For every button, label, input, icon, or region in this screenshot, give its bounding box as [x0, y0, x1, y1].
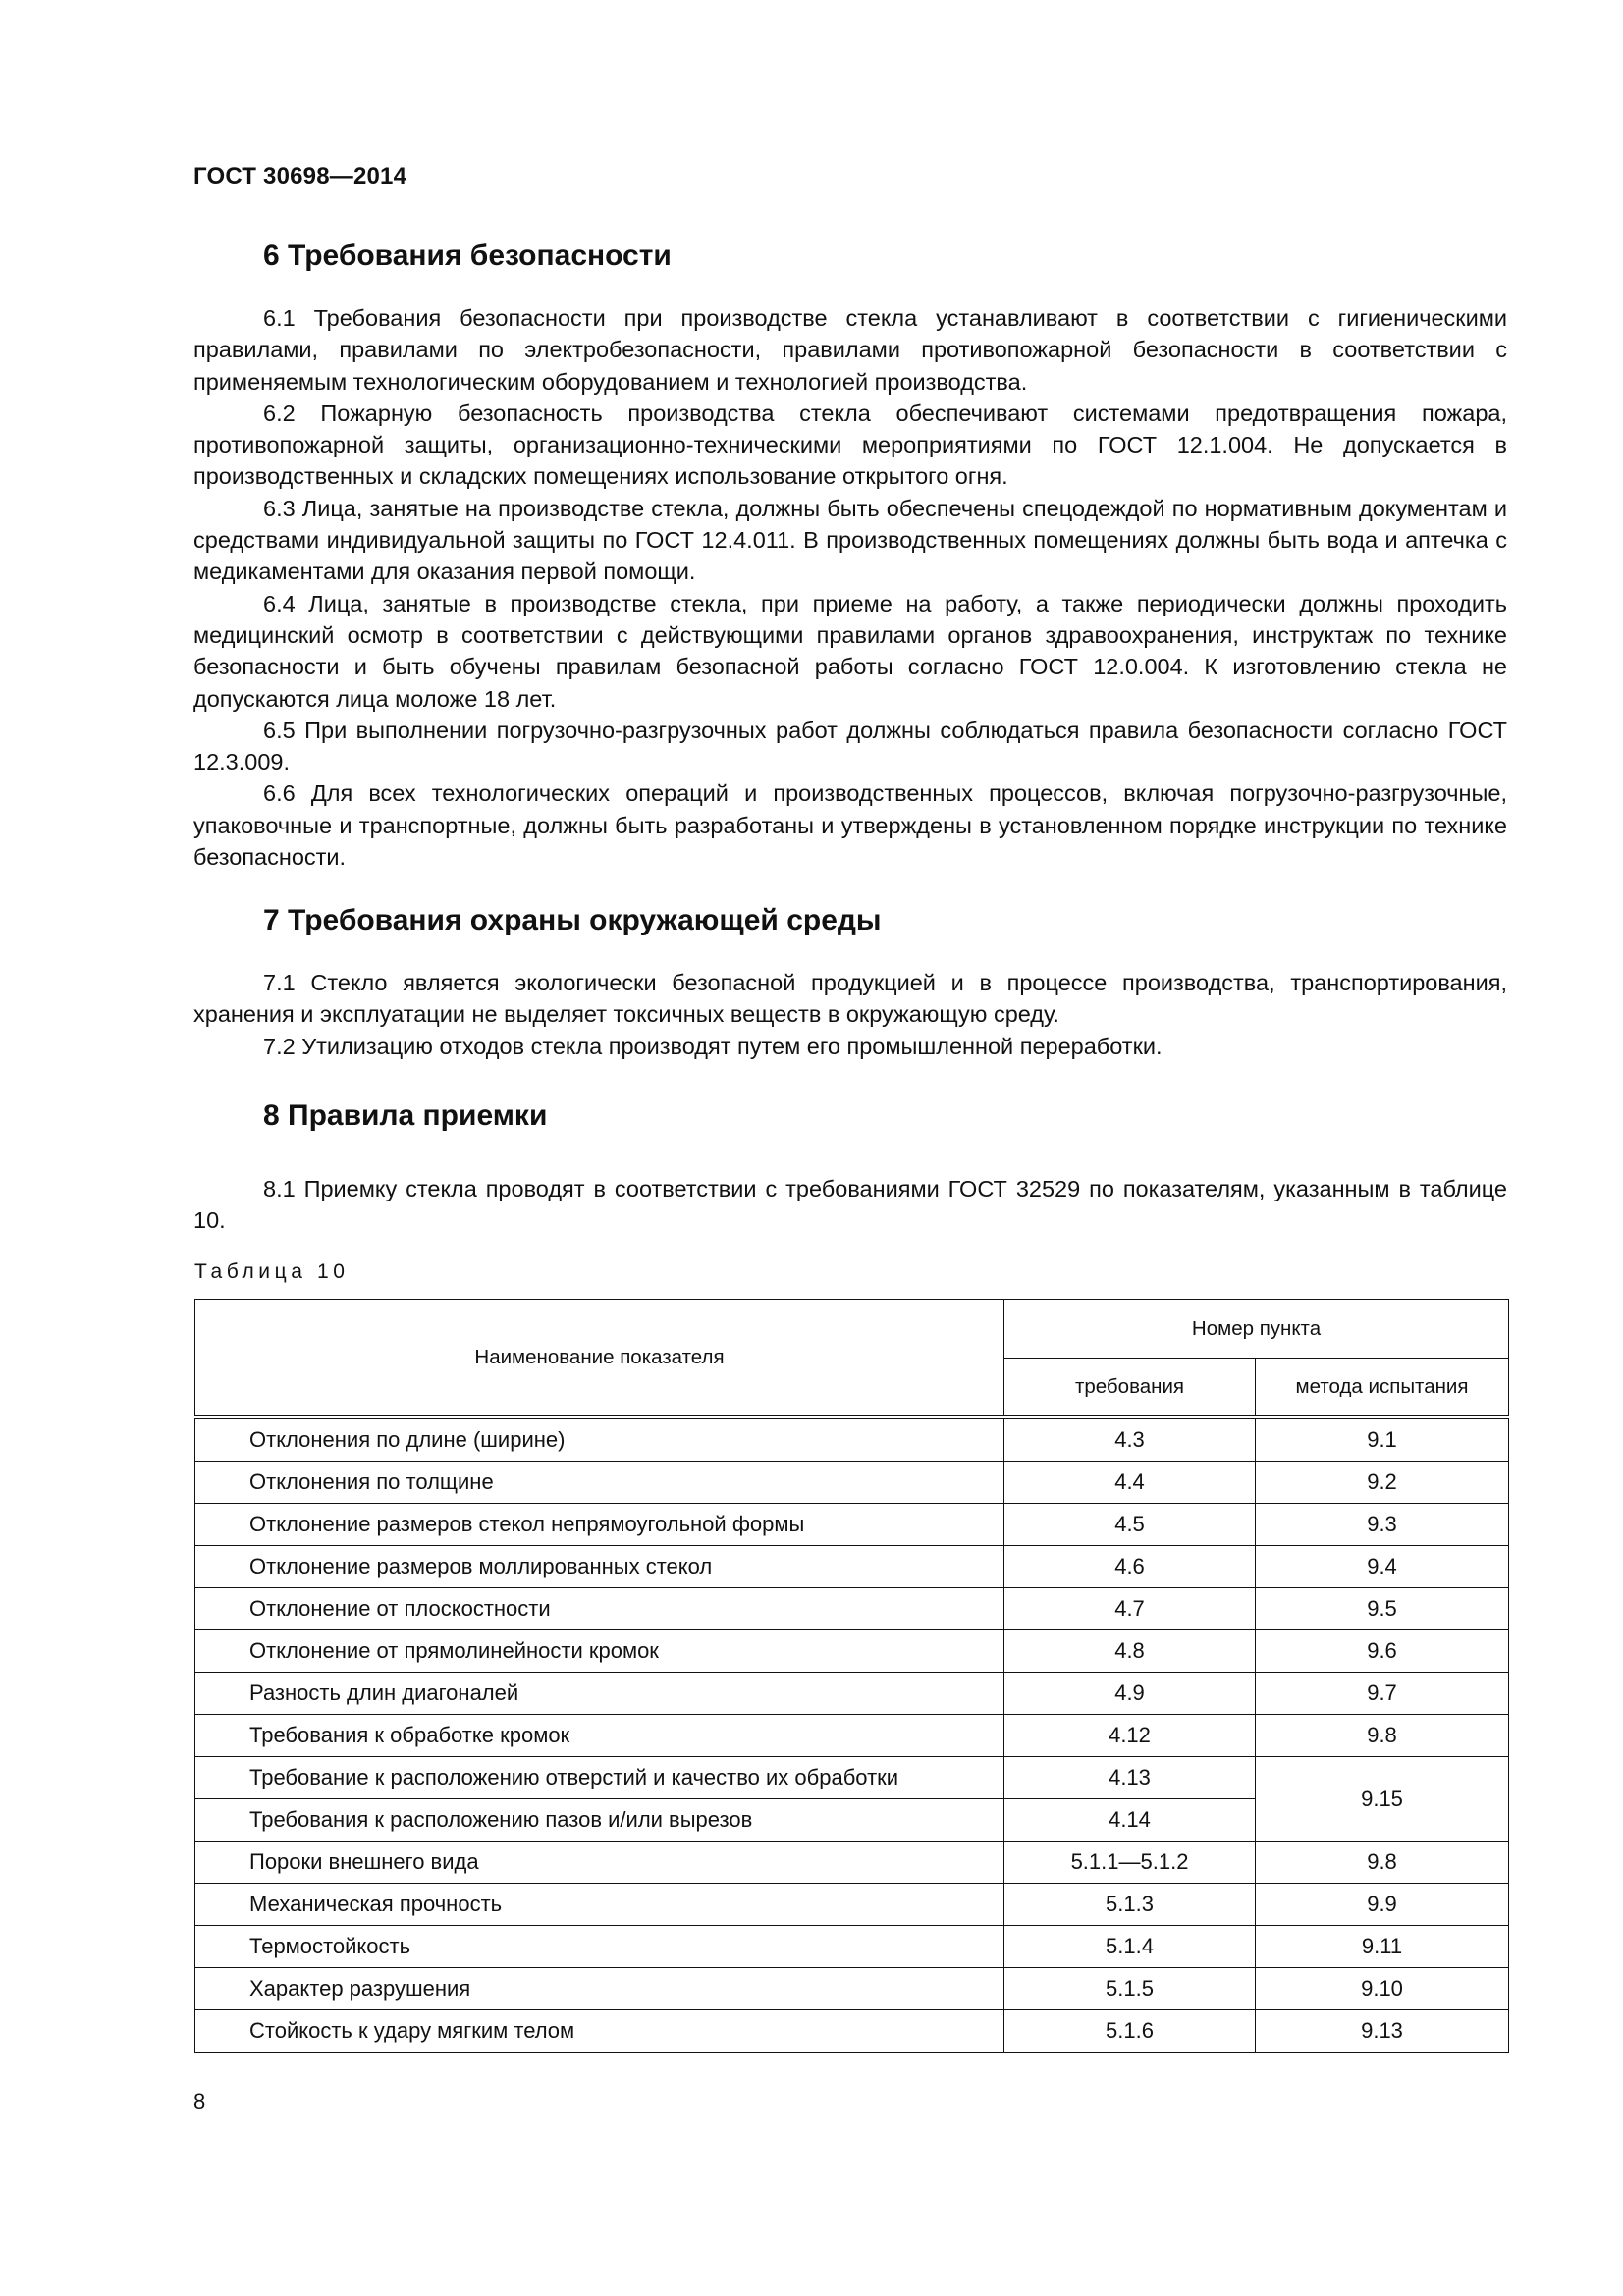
test-method-clause: 9.5	[1256, 1588, 1509, 1630]
paragraph-6-6: 6.6 Для всех технологических операций и производственных процессов, включая погрузочно-разгрузочные, упаковочные и транспортные, должны быть разработаны и утверждены в установленном порядке инструкции по технике безопасности.	[193, 780, 1507, 871]
table-row	[195, 1884, 1509, 1926]
test-method-clause: 9.9	[1256, 1884, 1509, 1926]
paragraph-6-4: 6.4 Лица, занятые в производстве стекла, при приеме на работу, а также периодически должны проходить медицинский осмотр в соответствии с действующими правилами органов здравоохранения, инструктаж по технике безопасности и быть обучены правилам безопасной работы согласно ГОСТ 12.0.004. К изготовлению стекла не допускаются лица моложе 18 лет.	[193, 590, 1507, 712]
table-caption: Таблица 10	[194, 1260, 350, 1283]
test-method-clause: 9.1	[1256, 1417, 1509, 1462]
paragraph-6-3: 6.3 Лица, занятые на производстве стекла, должны быть обеспечены спецодеждой по нормативным документам и средствами индивидуальной защиты по ГОСТ 12.4.011. В производственных помещениях должны быть вода и аптечка с медикаментами для оказания первой помощи.	[193, 495, 1507, 585]
indicator-name: Требования к обработке кромок	[195, 1715, 1004, 1757]
paragraph-6-5: 6.5 При выполнении погрузочно-разгрузочных работ должны соблюдаться правила безопасности согласно ГОСТ 12.3.009.	[193, 717, 1507, 775]
requirement-clause: 4.12	[1004, 1715, 1256, 1757]
table-row	[195, 1462, 1509, 1504]
test-method-clause: 9.8	[1256, 1715, 1509, 1757]
test-method-clause: 9.13	[1256, 2010, 1509, 2053]
table-row	[195, 1417, 1509, 1462]
table-row	[195, 1926, 1509, 1968]
test-method-clause-merged: 9.15	[1256, 1757, 1509, 1842]
paragraph-7-2: 7.2 Утилизацию отходов стекла производят путем его промышленной переработки.	[263, 1033, 1163, 1059]
indicator-name: Отклонение от прямолинейности кромок	[195, 1630, 1004, 1673]
table-row	[195, 1504, 1509, 1546]
section-8-body	[193, 1173, 1507, 1237]
requirement-clause: 4.7	[1004, 1588, 1256, 1630]
indicator-name: Пороки внешнего вида	[195, 1842, 1004, 1884]
section-6-heading: 6 Требования безопасности	[263, 240, 672, 272]
paragraph-6-1: 6.1 Требования безопасности при производстве стекла устанавливают в соответствии с гигиеническими правилами, правилами по электробезопасности, правилами противопожарной безопасности в соответствии с применяемым технологическим оборудованием и технологией производства.	[193, 305, 1507, 395]
header-requirement: требования	[1004, 1359, 1256, 1418]
section-7-heading: 7 Требования охраны окружающей среды	[263, 904, 882, 936]
requirement-clause: 4.14	[1004, 1799, 1256, 1842]
test-method-clause: 9.8	[1256, 1842, 1509, 1884]
indicator-name: Требование к расположению отверстий и качество их обработки	[195, 1757, 1004, 1799]
table-row	[195, 1588, 1509, 1630]
requirement-clause: 4.8	[1004, 1630, 1256, 1673]
requirement-clause: 4.5	[1004, 1504, 1256, 1546]
acceptance-table	[194, 1299, 1509, 2053]
paragraph-8-1: 8.1 Приемку стекла проводят в соответствии с требованиями ГОСТ 32529 по показателям, указанным в таблице 10.	[193, 1176, 1507, 1234]
requirement-clause: 5.1.4	[1004, 1926, 1256, 1968]
test-method-clause: 9.6	[1256, 1630, 1509, 1673]
requirement-clause: 4.13	[1004, 1757, 1256, 1799]
page-number: 8	[193, 2089, 206, 2113]
requirement-clause: 4.9	[1004, 1673, 1256, 1715]
requirement-clause: 5.1.6	[1004, 2010, 1256, 2053]
indicator-name: Характер разрушения	[195, 1968, 1004, 2010]
requirement-clause: 5.1.3	[1004, 1884, 1256, 1926]
table-row	[195, 1715, 1509, 1757]
indicator-name: Термостойкость	[195, 1926, 1004, 1968]
table-row	[195, 1630, 1509, 1673]
indicator-name: Отклонение размеров стекол непрямоугольной формы	[195, 1504, 1004, 1546]
table-row	[195, 1757, 1509, 1799]
indicator-name: Стойкость к удару мягким телом	[195, 2010, 1004, 2053]
table-row	[195, 1842, 1509, 1884]
indicator-name: Механическая прочность	[195, 1884, 1004, 1926]
indicator-name: Отклонения по толщине	[195, 1462, 1004, 1504]
test-method-clause: 9.11	[1256, 1926, 1509, 1968]
section-6-body	[193, 302, 1507, 873]
table-row	[195, 2010, 1509, 2053]
indicator-name: Требования к расположению пазов и/или вырезов	[195, 1799, 1004, 1842]
header-test-method: метода испытания	[1256, 1359, 1509, 1418]
test-method-clause: 9.4	[1256, 1546, 1509, 1588]
indicator-name: Отклонение от плоскостности	[195, 1588, 1004, 1630]
header-indicator-name: Наименование показателя	[195, 1300, 1004, 1418]
section-7-body	[193, 967, 1507, 1062]
header-clause-number: Номер пункта	[1004, 1300, 1509, 1359]
section-8-heading: 8 Правила приемки	[263, 1099, 548, 1132]
indicator-name: Отклонение размеров моллированных стекол	[195, 1546, 1004, 1588]
table-row	[195, 1968, 1509, 2010]
indicator-name: Разность длин диагоналей	[195, 1673, 1004, 1715]
table-row	[195, 1673, 1509, 1715]
test-method-clause: 9.7	[1256, 1673, 1509, 1715]
test-method-clause: 9.2	[1256, 1462, 1509, 1504]
paragraph-6-2: 6.2 Пожарную безопасность производства стекла обеспечивают системами предотвращения пожара, противопожарной защиты, организационно-техническими мероприятиями по ГОСТ 12.1.004. Не допускается в производственных и складских помещениях использование открытого огня.	[193, 400, 1507, 490]
requirement-clause: 4.3	[1004, 1417, 1256, 1462]
table-row	[195, 1546, 1509, 1588]
requirement-clause: 5.1.1—5.1.2	[1004, 1842, 1256, 1884]
test-method-clause: 9.10	[1256, 1968, 1509, 2010]
requirement-clause: 4.4	[1004, 1462, 1256, 1504]
indicator-name: Отклонения по длине (ширине)	[195, 1417, 1004, 1462]
paragraph-7-1: 7.1 Стекло является экологически безопасной продукцией и в процессе производства, транспортирования, хранения и эксплуатации не выделяет токсичных веществ в окружающую среду.	[193, 970, 1507, 1028]
requirement-clause: 5.1.5	[1004, 1968, 1256, 2010]
test-method-clause: 9.3	[1256, 1504, 1509, 1546]
document-code-header: ГОСТ 30698—2014	[193, 163, 407, 189]
requirement-clause: 4.6	[1004, 1546, 1256, 1588]
